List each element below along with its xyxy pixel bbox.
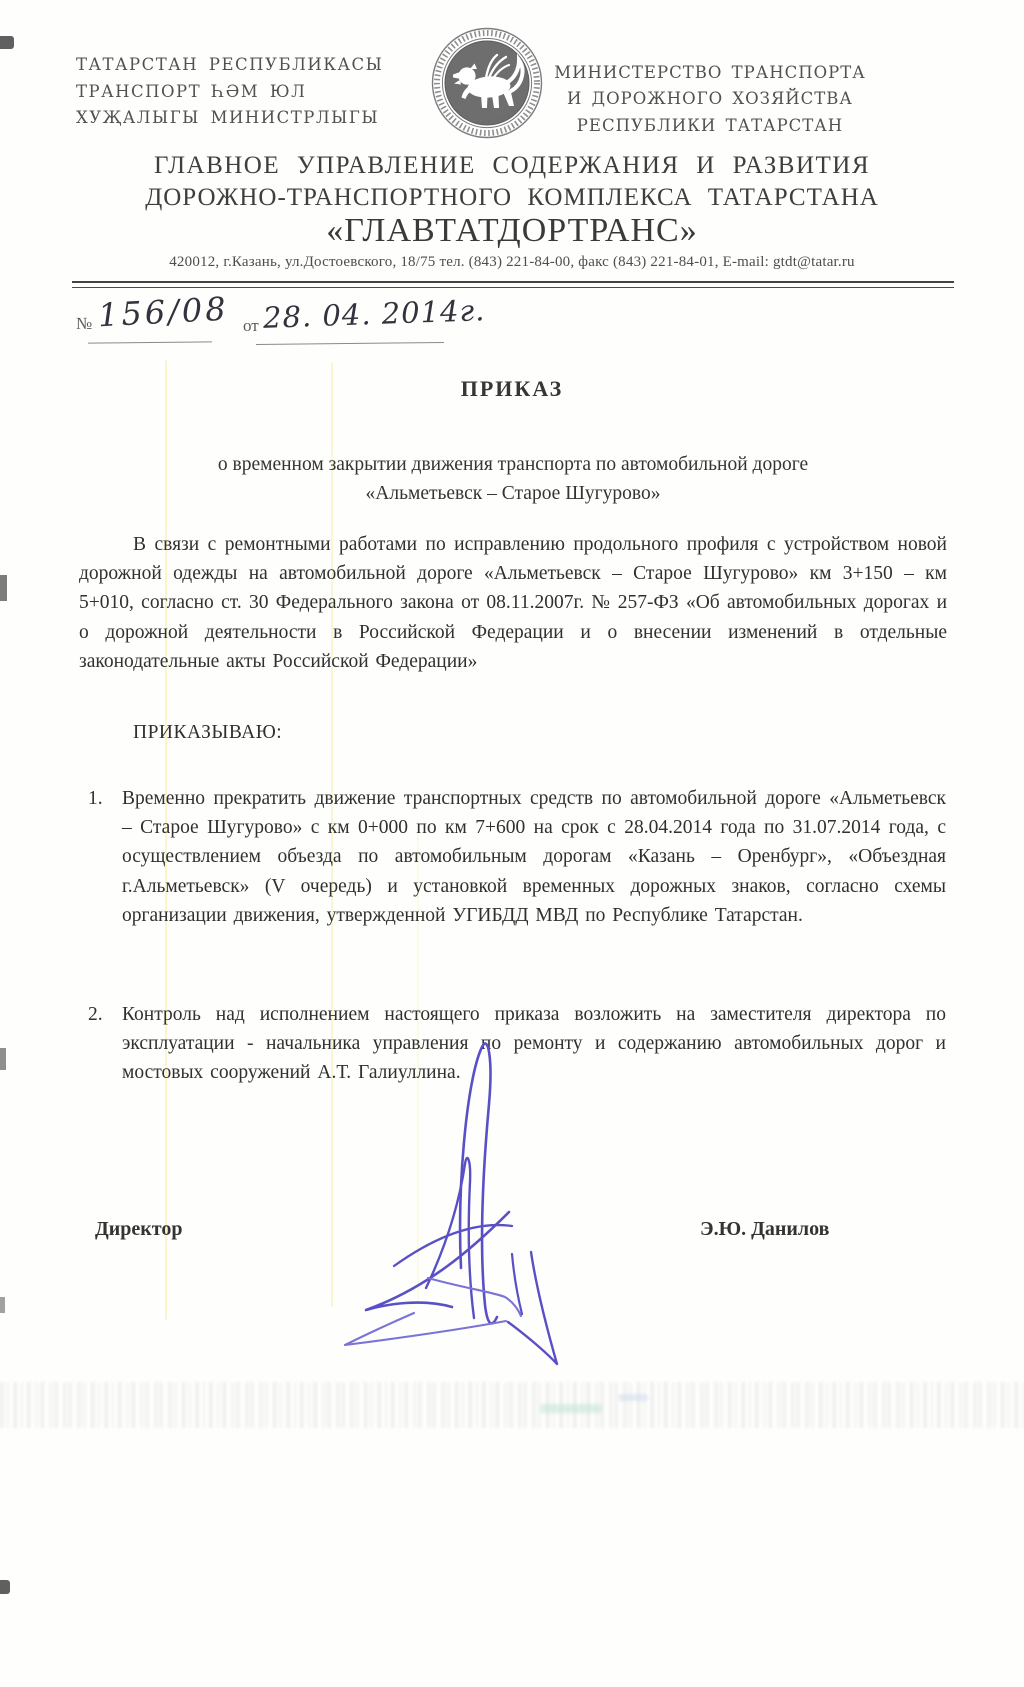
- letterhead-russian-name: [552, 60, 868, 139]
- document-subject-line2: «Альметьевск – Старое Шугурово»: [365, 483, 661, 504]
- letterhead-russian-line3: РЕСПУБЛИКИ ТАТАРСТАН: [576, 115, 844, 135]
- order-item-2-text: Контроль над исполнением настоящего приказа возложить на заместителя директора по эксплуатации - начальника управления по ремонту и содержанию автомобильных дорог и мостовых сооружений А.Т. Галиуллина.: [122, 1004, 946, 1084]
- org-title-line3: «ГЛАВТАТДОРТРАНС»: [326, 212, 698, 249]
- scan-artifact-speck: [540, 1404, 602, 1413]
- document-subject: [80, 450, 946, 508]
- scan-artifact-edge-mark: [0, 1580, 10, 1594]
- letterhead-tatar-line3: ХУҖАЛЫГЫ МИНИСТРЛЫГЫ: [76, 108, 380, 128]
- signer-name: Э.Ю. Данилов: [700, 1218, 830, 1240]
- letterhead-tatar-name: [76, 52, 396, 132]
- letterhead-tatar-line1: ТАТАРСТАН РЕСПУБЛИКАСЫ: [76, 55, 384, 74]
- tatarstan-emblem-seal-icon: [429, 24, 545, 142]
- ref-date-underline: [256, 342, 444, 345]
- letterhead-russian-line1: МИНИСТЕРСТВО ТРАНСПОРТА: [554, 63, 866, 82]
- org-title-line2: ДОРОЖНО-ТРАНСПОРТНОГО КОМПЛЕКСА ТАТАРСТАНА: [145, 184, 879, 211]
- order-item-2: [88, 1000, 946, 1088]
- scan-artifact-edge-mark: [0, 36, 14, 49]
- ref-number-handwritten: 156/08: [97, 289, 230, 335]
- document-title: ПРИКАЗ: [460, 376, 564, 401]
- order-preamble: В связи с ремонтными работами по исправлению продольного профиля с устройством новой дорожной одежды на автомобильной дороге «Альметьевск – Старое Шугурово» км 3+150 – км 5+010, согласно ст. 30 Федерального закона от 08.11.2007г. № 257-ФЗ «Об автомобильных дорогах и о дорожной деятельности в Российской Федерации и о внесении изменений в отдельные законодательные акты Российской Федерации»: [79, 534, 947, 672]
- ref-number-label: №: [76, 314, 93, 333]
- scan-artifact-edge-mark: [0, 575, 7, 601]
- org-title-line1: ГЛАВНОЕ УПРАВЛЕНИЕ СОДЕРЖАНИЯ И РАЗВИТИЯ: [154, 152, 870, 179]
- ref-date-label: от: [243, 316, 259, 335]
- ref-number-underline: [88, 341, 212, 343]
- letterhead-tatar-line2: ТРАНСПОРТ ҺӘМ ЮЛ: [76, 81, 307, 101]
- order-item-2-number: 2.: [88, 1004, 103, 1025]
- scan-artifact-speck: [618, 1394, 648, 1401]
- scan-artifact-noise-band: [0, 1382, 1024, 1428]
- signer-position-title: Директор: [95, 1218, 183, 1240]
- org-address-line: 420012, г.Казань, ул.Достоевского, 18/75 тел. (843) 221-84-00, факс (843) 221-84-01, E-mail: gtdt@tatar.ru: [169, 254, 855, 270]
- ref-date-handwritten: 28. 04. 2014г.: [262, 293, 486, 335]
- letterhead-divider: [72, 281, 954, 288]
- order-item-1-text: Временно прекратить движение транспортных средств по автомобильной дороге «Альметьевск – Старое Шугурово» с км 0+000 по км 7+600 на срок с 28.04.2014 года по 31.07.2014 года, с осуществлением объезда по автомобильным дорогам «Казань – Оренбург», «Объездная г.Альметьевск» (V очередь) и установкой временных дорожных знаков, согласно схемы организации движения, утвержденной УГИБДД МВД по Республике Татарстан.: [122, 788, 946, 926]
- scan-artifact-edge-mark: [0, 1297, 5, 1313]
- letterhead-russian-line2: И ДОРОЖНОГО ХОЗЯЙСТВА: [567, 89, 853, 109]
- emblem-ring-text: ТАТАРСТАН: [457, 109, 515, 127]
- order-item-1: [88, 784, 946, 930]
- order-item-1-number: 1.: [88, 788, 103, 809]
- order-command-word: ПРИКАЗЫВАЮ:: [133, 722, 283, 743]
- scan-artifact-edge-mark: [0, 1048, 6, 1070]
- document-subject-line1: о временном закрытии движения транспорта по автомобильной дороге: [217, 454, 809, 475]
